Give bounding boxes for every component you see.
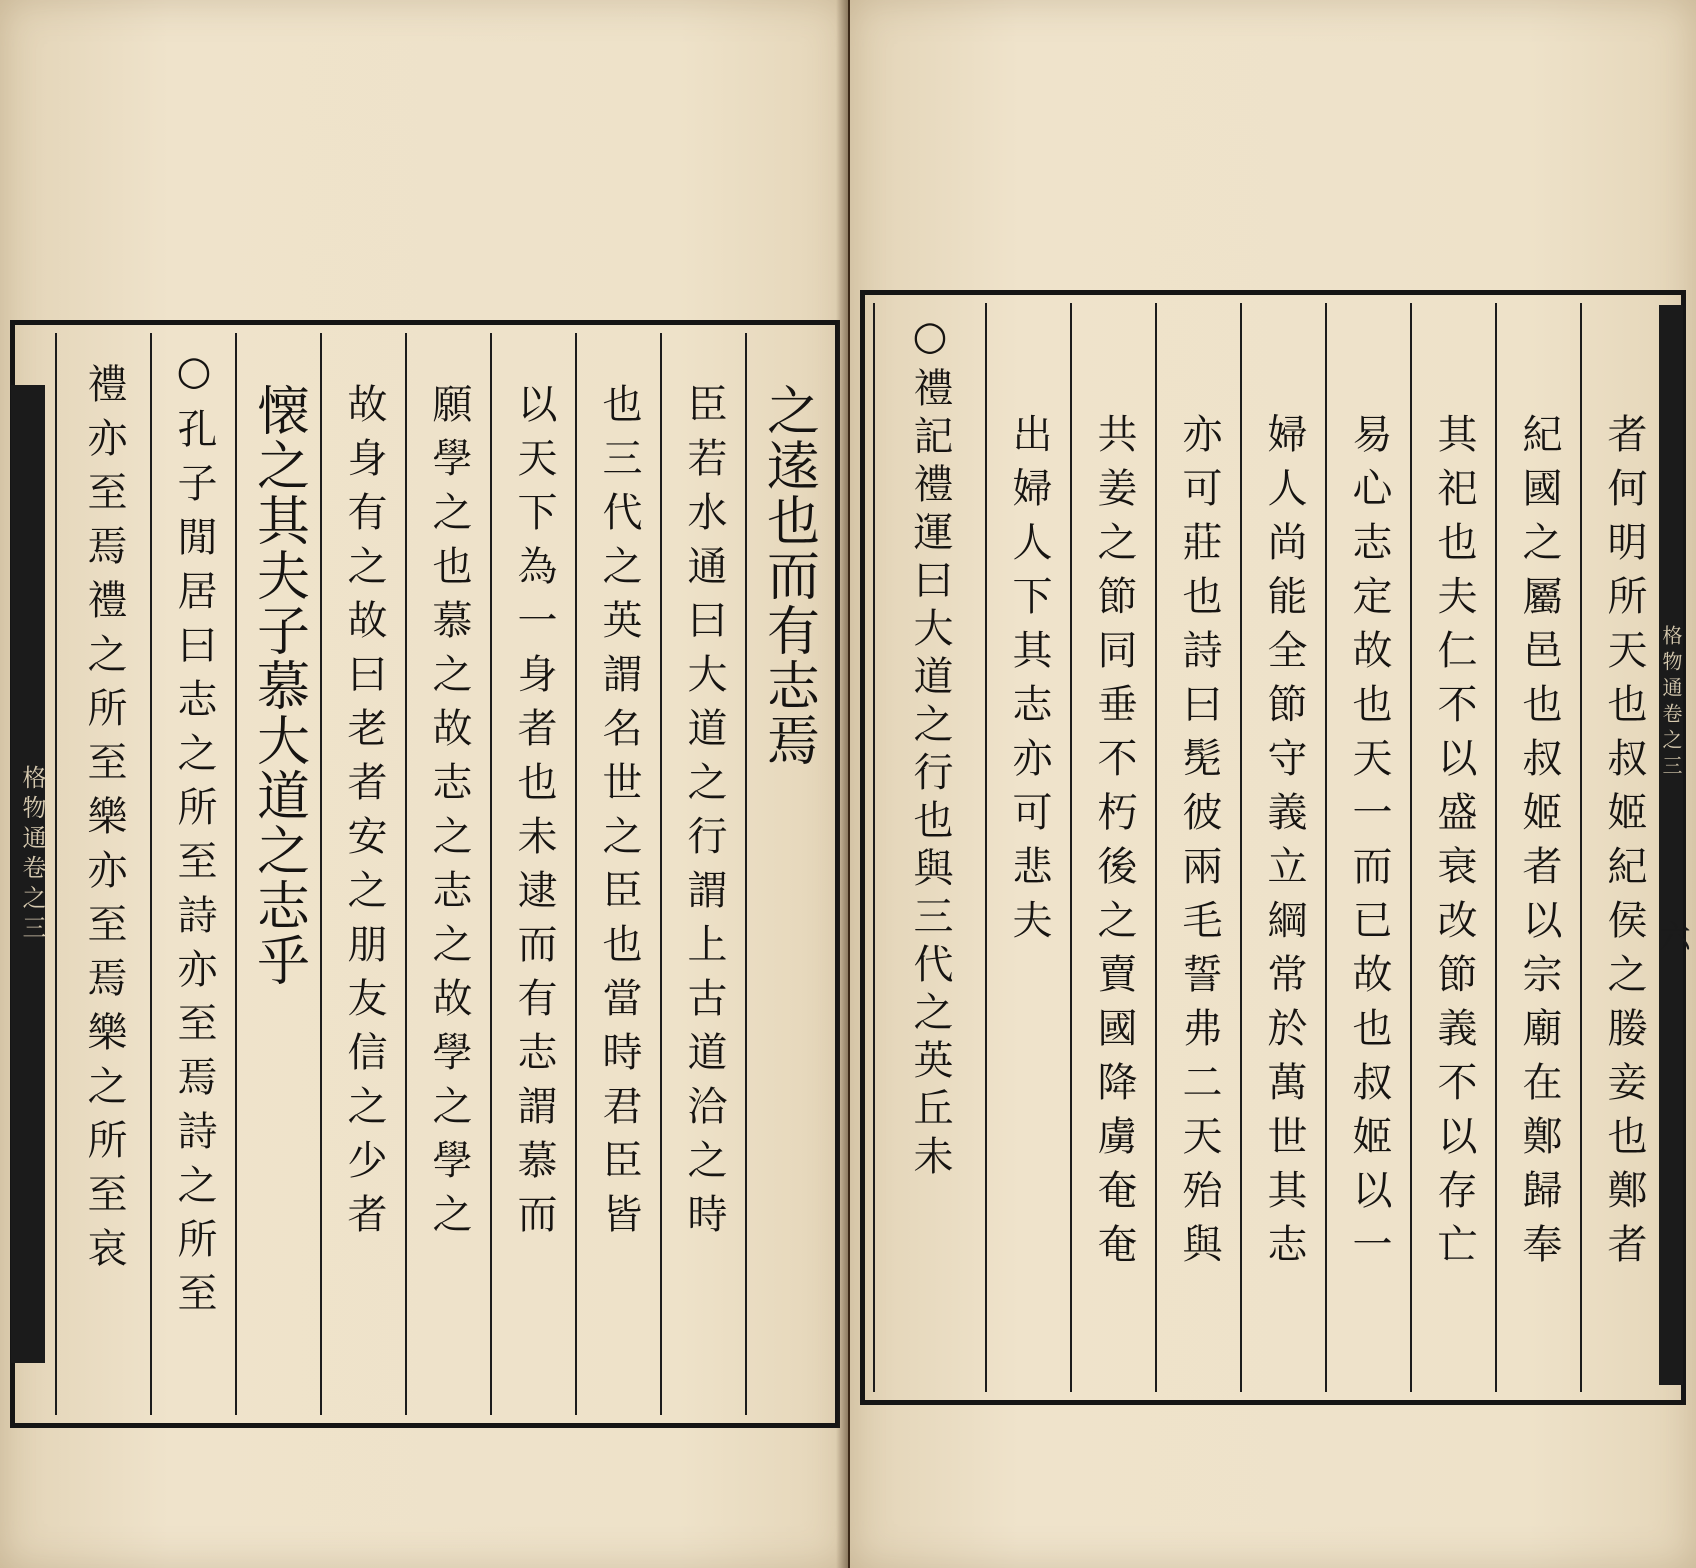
left-column-1	[745, 333, 831, 1415]
left-column-7-text: 懐之其夫子慕大道之志乎	[248, 383, 310, 988]
right-column-5	[1240, 303, 1326, 1392]
left-column-5-text: 願學之也慕之故志之志之故學之學之	[426, 383, 472, 1247]
left-column-1-text: 之逺也而有志焉	[758, 383, 820, 768]
left-margin-strip	[11, 385, 45, 1363]
right-column-5-text: 婦人尚能全節守義立綱常於萬世其志	[1261, 413, 1307, 1277]
right-column-8-text: 出婦人下其志亦可悲夫	[1006, 413, 1052, 953]
left-column-2	[660, 333, 746, 1415]
right-column-4	[1325, 303, 1411, 1392]
right-column-3-text: 其祀也夫仁不以盛衰改節義不以存亡	[1431, 413, 1477, 1277]
right-page	[850, 0, 1696, 1568]
left-column-6-text: 故身有之故曰老者安之朋友信之少者	[341, 383, 387, 1247]
right-column-9	[873, 303, 985, 1392]
right-column-8	[985, 303, 1071, 1392]
right-column-6-text: 亦可莊也詩曰髧彼兩毛誓弗二天殆與	[1176, 413, 1222, 1277]
left-column-4	[490, 333, 576, 1415]
right-column-6	[1155, 303, 1241, 1392]
left-column-5	[405, 333, 491, 1415]
left-margin-title: 格物通卷之三	[18, 765, 46, 945]
right-column-1-text: 者何明所天也叔姬紀侯之媵妾也鄭者	[1601, 413, 1647, 1277]
right-column-4-text: 易心志定故也天一而已故也叔姬以一	[1346, 413, 1392, 1277]
right-column-7-text: 共姜之節同垂不朽後之賣國降虜奄奄	[1091, 413, 1137, 1277]
left-column-9-text: 禮亦至焉禮之所至樂亦至焉樂之所至哀	[81, 363, 127, 1281]
left-column-7	[235, 333, 321, 1415]
left-column-8	[150, 333, 236, 1415]
right-column-3	[1410, 303, 1496, 1392]
left-column-4-text: 以天下為一身者也未逮而有志謂慕而	[511, 383, 557, 1247]
left-column-3-text: 也三代之英謂名世之臣也當時君臣皆	[596, 383, 642, 1247]
left-column-3	[575, 333, 661, 1415]
right-column-1	[1580, 303, 1666, 1392]
right-column-2	[1495, 303, 1581, 1392]
right-text-frame	[860, 290, 1686, 1405]
left-column-8-text: ○孔子閒居曰志之所至詩亦至焉詩之所至	[171, 348, 217, 1326]
right-column-2-text: 紀國之屬邑也叔姬者以宗廟在鄭歸奉	[1516, 413, 1562, 1277]
left-column-9	[55, 333, 151, 1415]
page-number: 六	[1654, 920, 1692, 952]
right-margin-strip	[1659, 305, 1683, 1385]
right-column-9-text: ○禮記禮運曰大道之行也與三代之英丘未	[907, 313, 953, 1183]
right-column-7	[1070, 303, 1156, 1392]
right-margin-title: 格物通卷之三	[1659, 625, 1683, 781]
left-column-6	[320, 333, 406, 1415]
left-text-frame	[10, 320, 840, 1428]
left-column-2-text: 臣若水通曰大道之行謂上古道洽之時	[681, 383, 727, 1247]
